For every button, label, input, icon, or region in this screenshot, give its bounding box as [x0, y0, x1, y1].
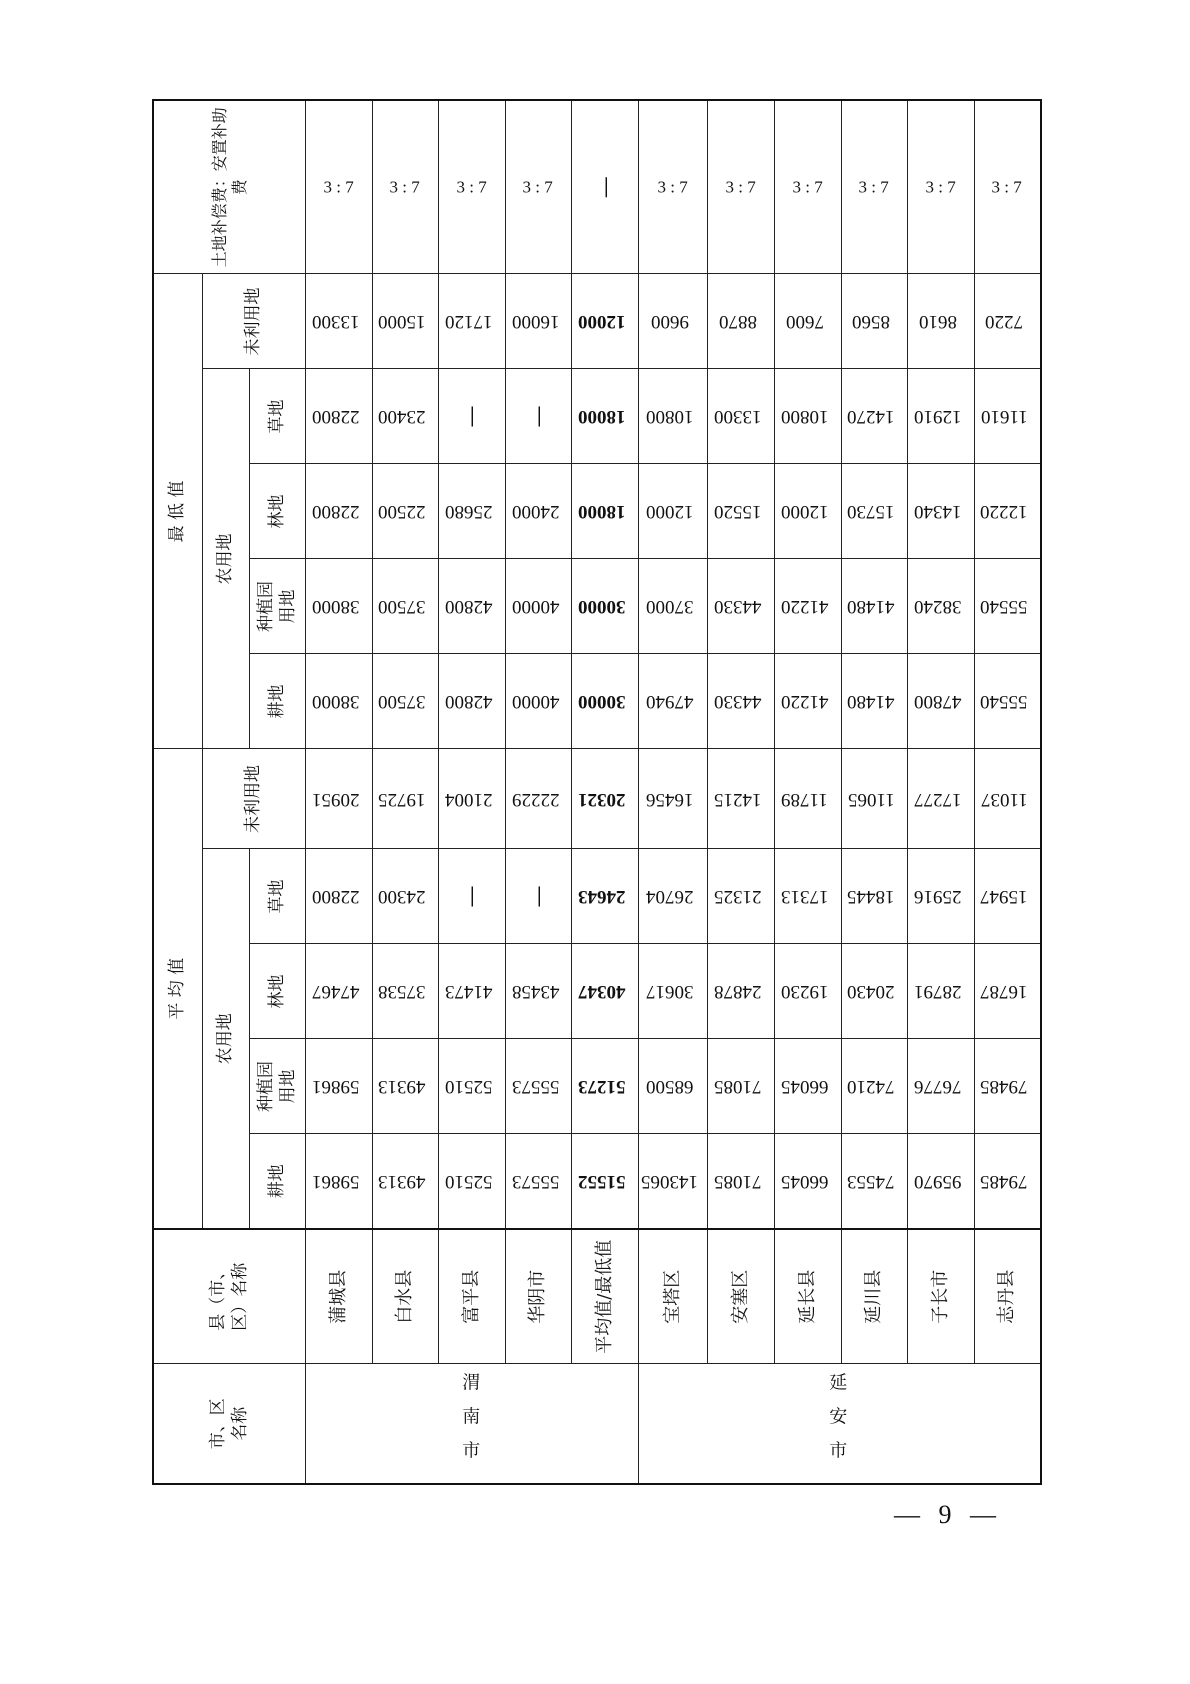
value: 79485: [980, 1076, 1028, 1098]
value: 14270: [847, 406, 895, 428]
value: 30617: [646, 981, 694, 1003]
value-cell: [841, 274, 908, 369]
value-cell: [639, 944, 708, 1039]
value: 11065: [847, 788, 895, 810]
value-cell: [639, 274, 708, 369]
value: 17120: [445, 311, 493, 333]
header-farmland-avg: 农用地: [202, 849, 249, 1229]
value-cell: [572, 559, 639, 654]
value-cell: [708, 1039, 775, 1134]
value-cell: [908, 749, 975, 849]
value: 74210: [847, 1076, 895, 1098]
value-cell: [708, 944, 775, 1039]
table-row: [775, 100, 842, 1484]
table-row: [841, 100, 908, 1484]
value-cell: [708, 849, 775, 944]
value: 59861: [311, 1171, 360, 1193]
value-cell: [708, 654, 775, 749]
value-cell: [505, 849, 572, 944]
value-cell: [372, 654, 439, 749]
value: 43458: [511, 981, 560, 1003]
value: 47800: [914, 691, 962, 713]
value: 24643: [578, 886, 626, 908]
value-cell: [572, 369, 639, 464]
ratio-cell: [908, 100, 975, 274]
value: 11789: [781, 788, 828, 810]
value: 59861: [311, 1076, 360, 1098]
value: 12220: [980, 501, 1028, 523]
value-cell: [974, 1134, 1041, 1229]
city-name-cell: [639, 1364, 1041, 1484]
value: 12000: [578, 311, 626, 333]
value: 14215: [714, 788, 762, 810]
value-cell: [639, 749, 708, 849]
value: 30000: [578, 596, 626, 618]
table-row: [372, 100, 439, 1484]
value: 37500: [378, 596, 426, 618]
ratio-value: 3 : 7: [925, 177, 956, 197]
value-cell: [572, 654, 639, 749]
value-cell: [639, 369, 708, 464]
value: 12910: [914, 406, 962, 428]
value-cell: [639, 559, 708, 654]
value-cell: [505, 654, 572, 749]
header-ratio: 土地补偿费：安置补助费: [153, 100, 306, 274]
value-cell: [708, 1134, 775, 1229]
value: 19725: [378, 788, 426, 810]
value: 38000: [311, 691, 360, 713]
value-cell: [572, 944, 639, 1039]
value: 24300: [378, 886, 426, 908]
value-cell: [841, 1134, 908, 1229]
value-cell: [974, 369, 1041, 464]
ratio-value: 3 : 7: [725, 177, 756, 197]
value: 47467: [311, 981, 360, 1003]
value-cell: [775, 944, 842, 1039]
value-cell: [908, 559, 975, 654]
value: 19230: [780, 981, 829, 1003]
value: 7600: [785, 311, 824, 333]
value-cell: [841, 559, 908, 654]
value-cell: [505, 1134, 572, 1229]
value-cell: [841, 464, 908, 559]
value-cell: [372, 944, 439, 1039]
value: 12000: [780, 501, 829, 523]
value: 37538: [378, 981, 426, 1003]
value-cell: [439, 749, 506, 849]
table-row: [974, 100, 1041, 1484]
value: 66045: [780, 1171, 829, 1193]
ratio-cell: [639, 100, 708, 274]
value: 16787: [980, 981, 1028, 1003]
value: 55573: [511, 1171, 560, 1193]
value-cell: [775, 369, 842, 464]
value-cell: [572, 1039, 639, 1134]
value: 49313: [378, 1171, 426, 1193]
value: 51552: [578, 1171, 626, 1193]
value: 13300: [714, 406, 762, 428]
value: 40000: [511, 596, 560, 618]
value: 8870: [718, 311, 757, 333]
value-cell: [775, 274, 842, 369]
value: 76776: [914, 1076, 962, 1098]
table-row: [306, 100, 373, 1484]
value-cell: [439, 944, 506, 1039]
value: 7220: [985, 311, 1024, 333]
value-cell: [306, 749, 373, 849]
value-cell: [908, 1134, 975, 1229]
value-cell: [439, 1134, 506, 1229]
header-cultivated-min: 耕地: [250, 654, 306, 749]
ratio-cell: [572, 100, 639, 274]
value: 21325: [714, 886, 762, 908]
value: 26704: [646, 886, 694, 908]
value-cell: [775, 1039, 842, 1134]
value-cell: [572, 274, 639, 369]
header-unused-min: 未利用地: [202, 274, 305, 369]
value: 18000: [578, 406, 626, 428]
value: 15947: [980, 886, 1028, 908]
value-cell: [572, 1134, 639, 1229]
value: 51273: [578, 1076, 626, 1098]
value-cell: [908, 464, 975, 559]
ratio-cell: [974, 100, 1041, 274]
value-cell: [974, 654, 1041, 749]
value: 42800: [445, 596, 493, 618]
value-cell: [572, 464, 639, 559]
value-cell: [639, 1134, 708, 1229]
value-cell: [841, 944, 908, 1039]
value-cell: [439, 274, 506, 369]
value-cell: [439, 464, 506, 559]
county-name: 延川县: [841, 1229, 908, 1364]
city-name: 延安市: [826, 1372, 848, 1475]
value-cell: [439, 849, 506, 944]
ratio-cell: [708, 100, 775, 274]
value-cell: [708, 274, 775, 369]
value-cell: [974, 944, 1041, 1039]
value-dash: —: [525, 885, 551, 908]
table-row: [439, 100, 506, 1484]
value: 20321: [578, 788, 626, 810]
value-cell: [505, 944, 572, 1039]
value: 79485: [980, 1171, 1028, 1193]
value: 8610: [918, 311, 957, 333]
value-cell: [372, 849, 439, 944]
header-average: 平 均 值: [153, 749, 202, 1229]
value-cell: [639, 1039, 708, 1134]
value: 41473: [445, 981, 493, 1003]
ratio-cell: [372, 100, 439, 274]
value-cell: [639, 464, 708, 559]
value: 55573: [511, 1076, 560, 1098]
header-orchard-min: 种植园 用地: [250, 559, 306, 654]
value-cell: [505, 559, 572, 654]
value: 15000: [378, 311, 426, 333]
value-cell: [306, 464, 373, 559]
value-dash: —: [459, 885, 485, 908]
ratio-cell: [306, 100, 373, 274]
value-cell: [708, 559, 775, 654]
value-cell: [306, 369, 373, 464]
value-cell: [974, 464, 1041, 559]
value-dash: —: [525, 405, 551, 428]
value-cell: [505, 274, 572, 369]
ratio-value: 3 : 7: [522, 177, 554, 197]
value-cell: [306, 1134, 373, 1229]
value: 22229: [511, 788, 560, 810]
value-cell: [708, 369, 775, 464]
value: 17313: [780, 886, 829, 908]
value: 22800: [311, 886, 360, 908]
county-name: 白水县: [372, 1229, 439, 1364]
value: 28791: [914, 981, 962, 1003]
value-cell: [439, 1039, 506, 1134]
value: 55540: [980, 596, 1028, 618]
value: 9600: [650, 311, 689, 333]
header-cultivated-avg: 耕地: [250, 1134, 306, 1229]
value-cell: [572, 749, 639, 849]
value: 41480: [847, 691, 895, 713]
value-cell: [372, 559, 439, 654]
value-cell: [841, 654, 908, 749]
ratio-value: 3 : 7: [323, 177, 354, 197]
value-cell: [974, 749, 1041, 849]
value: 8560: [852, 311, 891, 333]
table-row: [908, 100, 975, 1484]
value: 12000: [646, 501, 694, 523]
value: 95970: [914, 1171, 962, 1193]
value-cell: [775, 559, 842, 654]
header-grass-avg: 草地: [250, 849, 306, 944]
header-forest-min: 林地: [250, 464, 306, 559]
value: 41480: [847, 596, 895, 618]
value-cell: [372, 464, 439, 559]
county-name: 宝塔区: [639, 1229, 708, 1364]
value-cell: [908, 274, 975, 369]
value-cell: [908, 369, 975, 464]
value: 38240: [914, 596, 962, 618]
header-forest-avg: 林地: [250, 944, 306, 1039]
header-city-area: 市、区 名称: [153, 1364, 306, 1484]
value-cell: [639, 654, 708, 749]
value-cell: [505, 749, 572, 849]
value: 37500: [378, 691, 426, 713]
value-cell: [639, 849, 708, 944]
value: 30000: [578, 691, 626, 713]
value: 41220: [780, 596, 829, 618]
ratio-value: 3 : 7: [792, 177, 823, 197]
value: 52510: [445, 1076, 493, 1098]
value-cell: [572, 849, 639, 944]
value: 11037: [980, 788, 1028, 810]
value: 15730: [847, 501, 895, 523]
ratio-dash: —: [592, 176, 618, 199]
value-cell: [505, 1039, 572, 1134]
value-cell: [841, 749, 908, 849]
value: 17277: [914, 788, 962, 810]
value: 52510: [445, 1171, 493, 1193]
header-county: 县（市、 区）名称: [153, 1229, 306, 1364]
county-name: 子长市: [908, 1229, 975, 1364]
value-dash: —: [459, 405, 485, 428]
ratio-value: 3 : 7: [389, 177, 420, 197]
value: 20951: [311, 788, 360, 810]
value: 25916: [914, 886, 962, 908]
header-unused-avg: 未利用地: [202, 749, 305, 849]
value: 15520: [714, 501, 762, 523]
county-name: 延长县: [775, 1229, 842, 1364]
value-cell: [439, 559, 506, 654]
value: 13300: [311, 311, 360, 333]
value: 18445: [847, 886, 895, 908]
value: 143065: [641, 1171, 699, 1193]
table-row: [639, 100, 708, 1484]
value: 11610: [980, 406, 1028, 428]
county-name: 富平县: [439, 1229, 506, 1364]
value: 66045: [780, 1076, 829, 1098]
value: 68500: [646, 1076, 694, 1098]
value: 71085: [714, 1171, 762, 1193]
value: 40000: [511, 691, 560, 713]
value-cell: [841, 1039, 908, 1134]
value: 21004: [445, 788, 493, 810]
value: 24878: [714, 981, 762, 1003]
value: 16000: [511, 311, 560, 333]
land-compensation-table: [152, 99, 1042, 1485]
value: 74553: [847, 1171, 895, 1193]
value-cell: [505, 464, 572, 559]
value: 10800: [646, 406, 694, 428]
rotated-table-wrapper: [152, 107, 1042, 1485]
county-name: 志丹县: [974, 1229, 1041, 1364]
value: 14340: [914, 501, 962, 523]
value: 44330: [714, 596, 762, 618]
city-name: 渭南市: [459, 1372, 481, 1475]
value: 42800: [445, 691, 493, 713]
value-cell: [841, 849, 908, 944]
value: 41220: [780, 691, 829, 713]
value-cell: [439, 654, 506, 749]
value: 47940: [646, 691, 694, 713]
value-cell: [908, 849, 975, 944]
value-cell: [439, 369, 506, 464]
table-row: [572, 100, 639, 1484]
page-number: — 9 —: [894, 1500, 1002, 1529]
city-name-cell: [306, 1364, 639, 1484]
ratio-cell: [775, 100, 842, 274]
value-cell: [306, 559, 373, 654]
value: 22800: [311, 501, 360, 523]
value: 25680: [445, 501, 493, 523]
value: 18000: [578, 501, 626, 523]
county-name: 安塞区: [708, 1229, 775, 1364]
value-cell: [372, 749, 439, 849]
value-cell: [306, 944, 373, 1039]
ratio-value: 3 : 7: [456, 177, 487, 197]
value-cell: [708, 464, 775, 559]
county-name: 华阴市: [505, 1229, 572, 1364]
ratio-cell: [439, 100, 506, 274]
value-cell: [908, 654, 975, 749]
value-cell: [775, 654, 842, 749]
value-cell: [372, 274, 439, 369]
value-cell: [974, 849, 1041, 944]
value: 16456: [646, 788, 694, 810]
ratio-cell: [505, 100, 572, 274]
header-orchard-avg: 种植园 用地: [250, 1039, 306, 1134]
value: 37000: [646, 596, 694, 618]
value: 40347: [578, 981, 626, 1003]
ratio-cell: [841, 100, 908, 274]
value-cell: [775, 849, 842, 944]
value-cell: [974, 1039, 1041, 1134]
table-row: [505, 100, 572, 1484]
value: 22800: [311, 406, 360, 428]
value-cell: [974, 274, 1041, 369]
value: 24000: [511, 501, 560, 523]
value-cell: [306, 274, 373, 369]
value-cell: [908, 944, 975, 1039]
table-row: [708, 100, 775, 1484]
header-farmland-min: 农用地: [202, 369, 249, 749]
value: 55540: [980, 691, 1028, 713]
ratio-value: 3 : 7: [657, 177, 688, 197]
value-cell: [372, 1134, 439, 1229]
value-cell: [306, 654, 373, 749]
value: 10800: [780, 406, 829, 428]
value: 71085: [714, 1076, 762, 1098]
value-cell: [372, 1039, 439, 1134]
value-cell: [306, 1039, 373, 1134]
value-cell: [908, 1039, 975, 1134]
value-cell: [775, 464, 842, 559]
value-cell: [708, 749, 775, 849]
value-cell: [505, 369, 572, 464]
value: 49313: [378, 1076, 426, 1098]
value: 23400: [378, 406, 426, 428]
value-cell: [775, 1134, 842, 1229]
header-minimum: 最 低 值: [153, 274, 202, 749]
value-cell: [841, 369, 908, 464]
county-name: 平均值/最低值: [572, 1229, 639, 1364]
value-cell: [372, 369, 439, 464]
value-cell: [775, 749, 842, 849]
value: 22500: [378, 501, 426, 523]
value-cell: [974, 559, 1041, 654]
ratio-value: 3 : 7: [858, 177, 889, 197]
county-name: 蒲城县: [306, 1229, 373, 1364]
value: 38000: [311, 596, 360, 618]
value-cell: [306, 849, 373, 944]
header-grass-min: 草地: [250, 369, 306, 464]
value: 44330: [714, 691, 762, 713]
ratio-value: 3 : 7: [991, 177, 1022, 197]
value: 20430: [847, 981, 895, 1003]
